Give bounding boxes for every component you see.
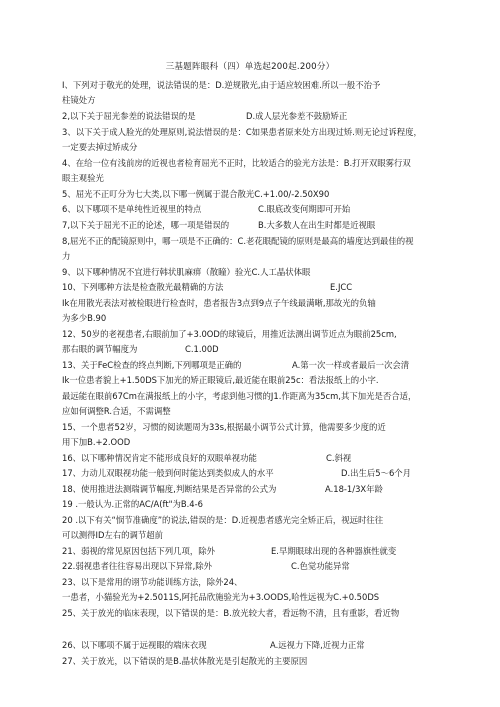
text-line: 4、在给一位有浅前房的近视也者检育屈光不正时，比较适合的验光方法是：B.打开双眼雾行双 <box>62 158 411 168</box>
answer-text: C.色觉功能异常 <box>291 561 350 571</box>
text-line: 5、屈光不正叮分为七大类,以下哪一例属于混合散光C.+1.00/-2.50X90 <box>62 189 330 199</box>
text-line: I、下列对于敬光的处理，说法错误的是：D.逆规散光,由于适应较困难.所以一般不治予 <box>62 80 381 90</box>
text-line: 23、以下是常用的诩节功能训练方法，除外24、 <box>62 577 243 587</box>
text-line: 可以测得ID左右的调节超前 <box>62 530 164 540</box>
text-line: 13、关于FeC检查的终点判断,下列哪项是正确的 <box>62 360 242 370</box>
text-line: Ik在用散光表法对被检眼进行检查时，患者报告3点到9点子午线最满晰,那故光的负轴 <box>62 298 376 308</box>
answer-text: D.出生后5～6个月 <box>341 468 412 478</box>
text-line: 22.弱视患者往往容易出现以下异常,除外 <box>62 561 212 571</box>
text-line: 用下加B.+2.OOD <box>62 437 131 447</box>
text-line: 2,以下关于屈光参差的说法错误的是 <box>62 111 196 121</box>
text-line: 一定要去掉过矫成分 <box>62 142 138 152</box>
text-line: 21、弱视的常见原因包括下列几项，除外 <box>62 546 216 556</box>
text-line: 力 <box>62 251 71 261</box>
text-line: 27、关于放光，以下错误的是B.晶状体散光是引起散光的主要原因 <box>62 656 308 666</box>
text-line: 25、关于放光的临床表现，以下错误的是：B.放光较大者，看远物不清，且有重影，看近物 <box>62 608 400 618</box>
text-line: 17、力动儿双眼视功能一般到何时能达到类似成人的水平 <box>62 468 274 478</box>
text-line: 26、以下哪项不属于远视眼的端床衣现 <box>62 640 207 650</box>
text-line: 那右眼的调节幅度为 <box>62 344 138 354</box>
text-line: 15、一个患者52岁，习惯的阅读题周为33s,根据最小调节公式计算，他需要多少度的近 <box>62 422 386 432</box>
text-line: 7,以下关于屈光不正的论述，哪一项是错误的 <box>62 220 230 230</box>
text-line: 3、以下关于成人脸光的处理原则,说法惜误的是：C如果患者原来处方出现过矫.则无论过诉程度， <box>62 127 422 137</box>
text-line: 8,屈光不正的配镜原则中，哪一项是不正确的：C.老花眼配镜的原则是最高的墙度达到最佳的视 <box>62 236 414 246</box>
text-line: 应如何调整R.合适，不需调整 <box>62 406 171 416</box>
text-line: 10、下列哪种方法是检查散光最精确的方法 <box>62 282 224 292</box>
text-line: 20 .以下有关“悯节准确度”的说法,错误的是：D.近视患者感光完全矫正后，视远时往往 <box>62 515 384 525</box>
answer-text: C.眼底改变何期即可开始 <box>258 204 351 214</box>
text-line: 最远能在眼前67Cm在满报纸上的小字，考虑到他习惯的J1.作距离为35cm,其下加光是否合适， <box>62 391 417 401</box>
text-line: 9、以下哪种情况不宜进行韩状肌麻痹（散瞳）验光C.人工晶状体眼 <box>62 267 311 277</box>
text-line: 16、以下哪种情况肯定不能形成良好的双眼单视功能 <box>62 453 257 463</box>
text-line: 柱镜处方 <box>62 95 96 105</box>
answer-text: C.斜视 <box>326 453 352 463</box>
text-line: 19 .一般认为.正常的AC/A(ft"为B.4-6 <box>62 499 203 509</box>
answer-text: A.18-1/3X年龄 <box>325 484 383 494</box>
text-line: Ik一位患者貌上+1.50DS下加光的矫正眼镜后,最近能在眼前25c：看法报纸上的小字. <box>62 375 379 385</box>
answer-text: C.1.00D <box>185 344 219 354</box>
text-line: 眼主观验光 <box>62 173 104 183</box>
text-line: 18、使用推进法测瑞调节幅度,判断结果是否异常的公式为 <box>62 484 277 494</box>
answer-text: E.早期眼球出现的各种器旗性就变 <box>271 546 397 556</box>
text-line: 6、以下哪项不是单纯性近视里的特点 <box>62 204 202 214</box>
text-line: 12、50岁的老视患者,右眼前加了+3.0OD的球镜后，用推近法测出调节近点为眼前25cm, <box>62 329 397 339</box>
answer-text: E.JCC <box>330 282 353 292</box>
answer-text: D.成人层光参差不鼓励矫正 <box>246 111 348 121</box>
answer-text: B.大多数人在出生时都是近视眼 <box>258 220 376 230</box>
answer-text: A.远视力下降,近视力正常 <box>270 640 365 650</box>
page-title: 三基题阵眼科（四）单选起200起.200分） <box>165 62 335 72</box>
answer-text: A.第一次一样或者最后一次会清 <box>292 360 410 370</box>
text-line: 一患者，小猫验光为+2.5011S,阿托品欣施验光为+3.OODS,哈性远视为C.+0.50DS <box>62 592 380 602</box>
text-line: 为多少B.90 <box>62 313 107 323</box>
